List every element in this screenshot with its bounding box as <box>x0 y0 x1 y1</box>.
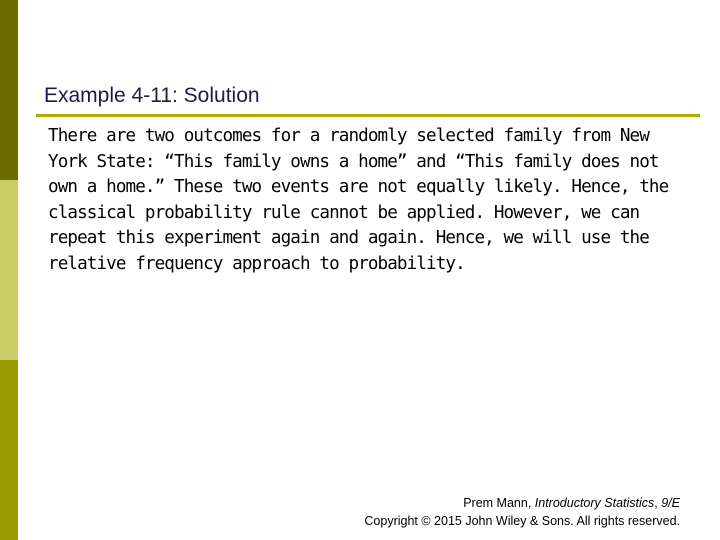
title-underline <box>36 114 700 117</box>
slide-title: Example 4-11: Solution <box>44 84 260 107</box>
footer-author: Prem Mann, <box>463 496 535 510</box>
footer-book-title: Introductory Statistics <box>534 496 655 510</box>
solution-text: There are two outcomes for a randomly selected family from New York State: “This family owns a home” and “This family does not own a home.” These two events are not equally likely. Hence, the classical probability rule cannot be applied. However, we can repeat this experiment again and again. Hence, we will use the relative frequency approach to probability. <box>48 126 669 274</box>
footer-copyright: Copyright © 2015 John Wiley & Sons. All rights reserved. <box>364 514 680 528</box>
footer-source-line <box>364 494 680 512</box>
side-bar-top <box>0 0 18 180</box>
footer-edition: 9/E <box>661 496 680 510</box>
side-bar-bottom <box>0 360 18 540</box>
footer-separator: , <box>654 496 662 510</box>
footer-credit <box>364 494 680 530</box>
side-bar-middle <box>0 180 18 360</box>
